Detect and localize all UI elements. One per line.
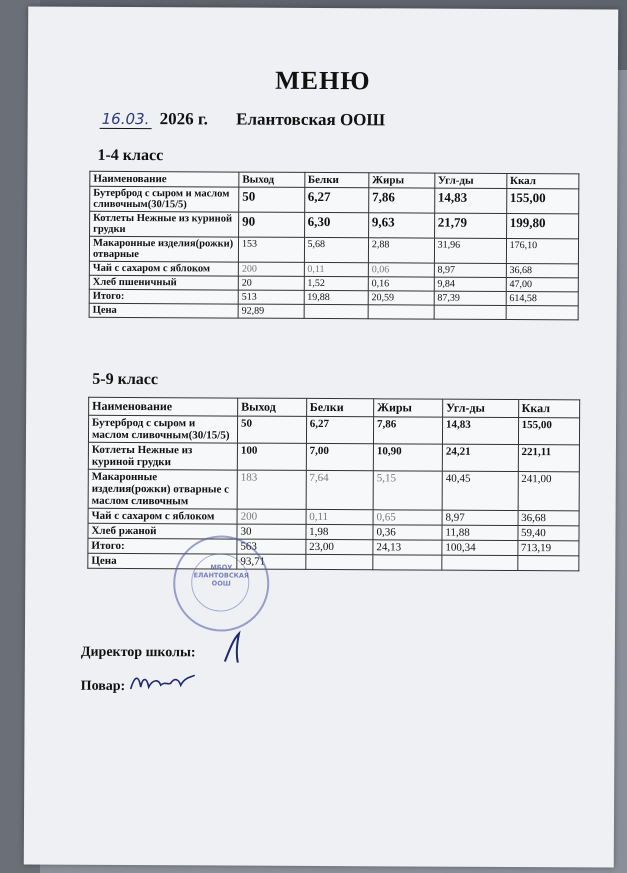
cell-name: Котлеты Нежные из куриной грудки xyxy=(90,211,239,237)
table-row xyxy=(89,236,578,264)
header-fat: Жиры xyxy=(374,399,443,417)
cell-carbs: 24,21 xyxy=(442,444,518,471)
official-stamp xyxy=(173,535,270,632)
cell-fat: 0,65 xyxy=(373,510,442,525)
cell-fat: 0,06 xyxy=(368,263,434,277)
cell-name: Хлеб ржаной xyxy=(88,523,237,539)
cell-protein: 0,11 xyxy=(304,262,368,276)
cell-protein: 0,11 xyxy=(306,509,373,524)
table-row xyxy=(88,469,579,511)
cell-name: Итого: xyxy=(88,538,237,554)
cell-price: 93,71 xyxy=(237,554,306,569)
cell-carbs: 14,83 xyxy=(442,417,518,444)
cell-yield: 20 xyxy=(238,276,304,290)
header-name: Наименование xyxy=(90,171,239,187)
cell-protein: 1,52 xyxy=(304,276,368,290)
cell-kcal: 713,19 xyxy=(517,541,579,556)
menu-sheet xyxy=(24,6,618,867)
cell-fat: 10,90 xyxy=(373,444,442,471)
date-line xyxy=(100,109,386,130)
stamp-text xyxy=(175,563,267,587)
header-carbs: Угл-ды xyxy=(443,399,519,417)
director-signature-icon xyxy=(221,629,251,665)
table-row-price xyxy=(88,553,579,571)
page-title: МЕНЮ xyxy=(275,65,371,96)
cell-protein: 6,27 xyxy=(304,187,368,212)
cell-protein: 7,00 xyxy=(306,443,373,470)
cell-kcal: 221,11 xyxy=(518,445,580,472)
school-name: Елантовская ООШ xyxy=(236,109,386,130)
cell-name: Цена xyxy=(89,303,238,318)
cell-name: Котлеты Нежные из куриной грудки xyxy=(88,442,237,470)
cell-empty xyxy=(373,555,442,570)
cell-name: Бутерброд с сыром и маслом сливочным(30/15/5) xyxy=(90,186,239,212)
cell-kcal: 155,00 xyxy=(506,188,578,213)
table-row xyxy=(90,211,579,239)
cell-carbs: 9,84 xyxy=(434,277,506,291)
table-row xyxy=(88,442,579,472)
cell-fat: 5,15 xyxy=(373,471,442,510)
stamp-line: ЕЛАНТОВСКАЯ xyxy=(193,571,249,580)
cell-carbs: 11,88 xyxy=(442,525,518,540)
header-protein: Белки xyxy=(304,172,368,187)
cell-yield: 563 xyxy=(237,539,306,554)
menu-table-5-9 xyxy=(87,397,580,572)
cell-carbs: 40,45 xyxy=(442,471,518,510)
cell-yield: 200 xyxy=(237,509,306,524)
cell-yield: 513 xyxy=(238,290,304,304)
cell-protein: 6,30 xyxy=(304,212,368,237)
cell-name: Бутерброд с сыром и маслом сливочным(30/15/5) xyxy=(88,415,237,443)
cell-price: 92,89 xyxy=(238,304,304,318)
cell-fat: 2,88 xyxy=(368,238,434,263)
cell-kcal: 36,68 xyxy=(506,263,578,277)
cell-kcal: 59,40 xyxy=(517,526,579,541)
cell-name: Макаронные изделия(рожки) отварные с маслом сливочным xyxy=(88,469,237,509)
section-title-5-9: 5-9 класс xyxy=(92,370,159,389)
cell-fat: 24,13 xyxy=(373,540,442,555)
header-kcal: Ккал xyxy=(506,173,578,188)
handwritten-date: 16.03. xyxy=(100,110,152,129)
cell-empty xyxy=(304,304,368,318)
cell-empty xyxy=(368,305,434,319)
cell-yield: 153 xyxy=(238,237,304,262)
cell-kcal: 614,58 xyxy=(506,291,578,305)
cell-carbs: 100,34 xyxy=(442,540,518,555)
cell-name: Чай с сахаром с яблоком xyxy=(89,261,238,276)
cell-fat: 0,36 xyxy=(373,525,442,540)
table-row xyxy=(90,186,579,214)
cell-empty xyxy=(517,556,579,571)
cell-fat: 9,63 xyxy=(368,213,434,238)
cell-empty xyxy=(305,554,372,569)
stamp-line: МБОУ xyxy=(210,563,233,572)
cell-yield: 200 xyxy=(238,262,304,276)
cell-kcal: 199,80 xyxy=(506,213,578,238)
header-kcal: Ккал xyxy=(518,400,580,418)
section-title-1-4: 1-4 класс xyxy=(97,146,164,165)
cell-name: Итого: xyxy=(89,289,238,304)
cell-carbs: 14,83 xyxy=(434,188,506,213)
cell-yield: 50 xyxy=(239,187,305,212)
stamp-line: ООШ xyxy=(211,579,231,588)
cell-yield: 90 xyxy=(239,212,305,237)
cell-yield: 100 xyxy=(237,443,306,470)
cell-protein: 23,00 xyxy=(306,539,373,554)
cell-carbs: 8,97 xyxy=(442,510,518,525)
cell-carbs: 8,97 xyxy=(434,263,506,277)
cell-name: Цена xyxy=(88,553,237,569)
header-fat: Жиры xyxy=(369,173,435,188)
cell-protein: 5,68 xyxy=(304,237,368,262)
cell-protein: 1,98 xyxy=(306,524,373,539)
cell-yield: 50 xyxy=(237,416,306,443)
cell-empty xyxy=(506,305,578,319)
cell-protein: 7,64 xyxy=(306,470,374,509)
header-protein: Белки xyxy=(306,398,373,416)
header-name: Наименование xyxy=(89,397,238,416)
cell-fat: 20,59 xyxy=(368,291,434,305)
cell-fat: 0,16 xyxy=(368,277,434,291)
cell-empty xyxy=(434,305,506,319)
cell-kcal: 155,00 xyxy=(518,418,580,445)
cell-name: Хлеб пшеничный xyxy=(89,275,238,290)
date-year: 2026 г. xyxy=(159,109,208,129)
cell-kcal: 36,68 xyxy=(518,511,580,526)
table-row xyxy=(88,415,579,445)
cell-yield: 30 xyxy=(237,524,306,539)
cell-kcal: 176,10 xyxy=(506,238,578,263)
cell-fat: 7,86 xyxy=(373,417,442,444)
header-yield: Выход xyxy=(239,172,305,187)
header-yield: Выход xyxy=(238,398,307,416)
menu-table-1-4 xyxy=(89,171,580,321)
cell-empty xyxy=(442,555,518,570)
cell-protein: 19,88 xyxy=(304,290,368,304)
cell-protein: 6,27 xyxy=(306,416,373,443)
header-carbs: Угл-ды xyxy=(434,173,506,188)
cook-label: Повар: xyxy=(80,678,126,694)
cook-signature-icon xyxy=(129,671,199,695)
cell-fat: 7,86 xyxy=(369,188,435,213)
director-label: Директор школы: xyxy=(80,644,196,661)
table-row-price xyxy=(89,303,578,320)
cell-name: Макаронные изделия(рожки) отварные xyxy=(89,236,238,262)
cell-yield: 183 xyxy=(237,470,306,509)
cell-carbs: 31,96 xyxy=(434,238,506,263)
cell-carbs: 21,79 xyxy=(434,213,506,238)
cell-carbs: 87,39 xyxy=(434,291,506,305)
cell-kcal: 47,00 xyxy=(506,277,578,291)
cell-name: Чай с сахаром с яблоком xyxy=(88,508,237,524)
cell-kcal: 241,00 xyxy=(518,472,580,511)
